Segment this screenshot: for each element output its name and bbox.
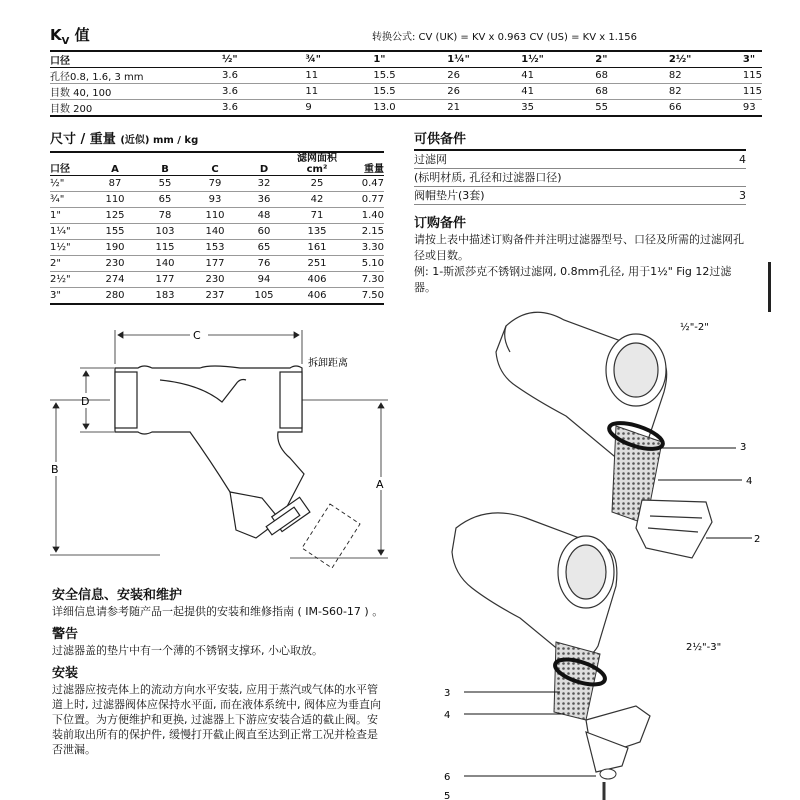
table-cell: 55 [140, 176, 190, 192]
dim-header: 滤网面积 cm² [288, 152, 346, 176]
table-cell: 26 [447, 84, 521, 100]
table-cell: 21 [447, 100, 521, 117]
warning-title: 警告 [52, 627, 79, 642]
safety-section [52, 588, 384, 757]
list-item [414, 187, 746, 205]
spare-number: 4 [739, 153, 746, 166]
table-cell: 1" [50, 208, 90, 224]
table-row [50, 288, 384, 305]
table-cell: 78 [140, 208, 190, 224]
table-row [50, 192, 384, 208]
dim-header-row [50, 152, 384, 176]
label-d: D [81, 395, 90, 408]
table-cell: 3.30 [346, 240, 384, 256]
callout-4: 4 [746, 476, 753, 487]
table-cell: 82 [669, 68, 743, 84]
kv-header: 1" [373, 51, 447, 68]
ordering-title: 订购备件 [414, 216, 467, 231]
table-row [50, 224, 384, 240]
table-cell: 161 [288, 240, 346, 256]
table-cell: 2.15 [346, 224, 384, 240]
table-cell: 1½" [50, 240, 90, 256]
dim-header: C [190, 152, 240, 176]
table-cell: 230 [190, 272, 240, 288]
dim-header: 口径 [50, 152, 90, 176]
safety-title: 安全信息、安装和维护 [52, 588, 183, 603]
table-cell: 68 [595, 68, 669, 84]
dim-header: D [240, 152, 288, 176]
table-cell: 0.77 [346, 192, 384, 208]
table-cell: 1¼" [50, 224, 90, 240]
kv-header: 2½" [669, 51, 743, 68]
table-cell: 135 [288, 224, 346, 240]
spares-section [414, 128, 746, 205]
spare-label: 阀帽垫片(3套) [414, 189, 485, 202]
table-cell: 32 [240, 176, 288, 192]
table-cell: 11 [305, 68, 373, 84]
table-cell: 41 [521, 84, 595, 100]
kv-table [50, 50, 762, 117]
spare-label: 过滤网 [414, 153, 447, 166]
label-b: B [51, 463, 59, 476]
exploded-view [436, 296, 780, 800]
table-cell: 5.10 [346, 256, 384, 272]
page-edge-marker [768, 262, 771, 312]
spare-label: (标明材质, 孔径和过滤器口径) [414, 171, 562, 184]
table-cell: 94 [240, 272, 288, 288]
table-cell: ¾" [50, 192, 90, 208]
callout-5: 5 [444, 791, 451, 800]
table-cell: 105 [240, 288, 288, 305]
table-cell: 11 [305, 84, 373, 100]
kv-header: ½" [222, 51, 305, 68]
dimensions-table [50, 151, 384, 305]
callout-3: 3 [740, 442, 747, 453]
kv-header: 2" [595, 51, 669, 68]
table-cell: 177 [190, 256, 240, 272]
table-row [50, 208, 384, 224]
table-cell: 35 [521, 100, 595, 117]
table-cell: 26 [447, 68, 521, 84]
dimensions-section [50, 128, 384, 305]
table-cell: 406 [288, 272, 346, 288]
table-cell: 68 [595, 84, 669, 100]
table-cell: 目数 40, 100 [50, 84, 222, 100]
table-cell: 82 [669, 84, 743, 100]
table-cell: 87 [90, 176, 140, 192]
kv-header: 口径 [50, 51, 222, 68]
table-cell: 15.5 [373, 84, 447, 100]
conversion-formula: 转换公式: CV (UK) = KV x 0.963 CV (US) = KV x 1.156 [372, 32, 637, 43]
kv-header-row [50, 51, 762, 68]
table-cell: 41 [521, 68, 595, 84]
label-c: C [193, 329, 201, 342]
table-cell: ½" [50, 176, 90, 192]
table-cell: 25 [288, 176, 346, 192]
table-cell: 93 [743, 100, 762, 117]
table-cell: 76 [240, 256, 288, 272]
ordering-text: 请按上表中描述订购备件并注明过滤器型号、口径及所需的过滤网孔径或目数。 [414, 233, 744, 262]
kv-title: $K_V$ 值 [50, 26, 90, 47]
table-cell: 66 [669, 100, 743, 117]
table-cell: 177 [140, 272, 190, 288]
dimensions-title: 尺寸 / 重量 (近似) mm / kg [50, 132, 199, 147]
table-cell: 65 [140, 192, 190, 208]
table-cell: 79 [190, 176, 240, 192]
table-cell: 183 [140, 288, 190, 305]
spare-number: 3 [739, 189, 746, 202]
kv-header: ¾" [305, 51, 373, 68]
table-cell: 140 [140, 256, 190, 272]
table-cell: 3.6 [222, 100, 305, 117]
removal-distance-label: 拆卸距离 [308, 358, 348, 369]
kv-section [50, 24, 762, 117]
table-cell: 2" [50, 256, 90, 272]
install-text: 过滤器应按壳体上的流动方向水平安装, 应用于蒸汽或气体的水平管道上时, 过滤器阀体应保持水平面, 而在液体系统中, 阀体应为垂直向下位置。为方便维护和更换, 过滤器上下游应安装合适的截止阀。安装前取出所有的保护件, 缓慢打开截止阀直至达到正常工况并检查是否泄漏。 [52, 683, 381, 756]
table-cell: 7.30 [346, 272, 384, 288]
table-cell: 1.40 [346, 208, 384, 224]
table-cell: 13.0 [373, 100, 447, 117]
callout-2: 2 [754, 534, 761, 545]
dim-header: 重量 [346, 152, 384, 176]
callout-6: 6 [444, 772, 451, 783]
table-cell: 140 [190, 224, 240, 240]
table-cell: 36 [240, 192, 288, 208]
table-cell: 115 [743, 68, 762, 84]
table-cell: 55 [595, 100, 669, 117]
table-row [50, 272, 384, 288]
table-cell: 155 [90, 224, 140, 240]
table-cell: 15.5 [373, 68, 447, 84]
table-cell: 110 [90, 192, 140, 208]
spares-title: 可供备件 [414, 132, 467, 147]
table-cell: 60 [240, 224, 288, 240]
table-cell: 65 [240, 240, 288, 256]
kv-header: 3" [743, 51, 762, 68]
table-cell: 237 [190, 288, 240, 305]
table-cell: 274 [90, 272, 140, 288]
safety-text: 详细信息请参考随产品一起提供的安装和维修指南 ( IM-S60-17 ) 。 [52, 605, 384, 618]
ordering-example: 例: 1-斯派莎克不锈钢过滤网, 0.8mm孔径, 用于1½" Fig 12过滤器。 [414, 265, 732, 294]
kv-header: 1½" [521, 51, 595, 68]
list-item [414, 149, 746, 169]
table-row [50, 240, 384, 256]
callout-3-lower: 3 [444, 688, 451, 699]
table-cell: 115 [743, 84, 762, 100]
table-cell: 280 [90, 288, 140, 305]
kv-header: 1¼" [447, 51, 521, 68]
table-cell: 110 [190, 208, 240, 224]
table-cell: 42 [288, 192, 346, 208]
table-cell: 2½" [50, 272, 90, 288]
table-cell: 406 [288, 288, 346, 305]
table-cell: 93 [190, 192, 240, 208]
table-row [50, 68, 762, 84]
label-a: A [376, 478, 384, 491]
table-cell: 孔径0.8, 1.6, 3 mm [50, 68, 222, 84]
table-cell: 125 [90, 208, 140, 224]
table-cell: 0.47 [346, 176, 384, 192]
list-item [414, 169, 746, 187]
table-cell: 115 [140, 240, 190, 256]
table-cell: 3.6 [222, 84, 305, 100]
table-cell: 251 [288, 256, 346, 272]
table-cell: 190 [90, 240, 140, 256]
warning-text: 过滤器盖的垫片中有一个薄的不锈钢支撑环, 小心取放。 [52, 644, 323, 657]
table-cell: 103 [140, 224, 190, 240]
table-row [50, 256, 384, 272]
table-cell: 71 [288, 208, 346, 224]
table-row [50, 84, 762, 100]
ordering-section [414, 216, 750, 296]
table-row [50, 100, 762, 117]
table-cell: 230 [90, 256, 140, 272]
callout-4-lower: 4 [444, 710, 451, 721]
dimension-drawing [40, 320, 400, 580]
table-cell: 153 [190, 240, 240, 256]
dim-header: B [140, 152, 190, 176]
table-cell: 3" [50, 288, 90, 305]
table-cell: 目数 200 [50, 100, 222, 117]
size-label-large: 2½"-3" [686, 642, 722, 653]
size-label-small: ½"-2" [680, 322, 709, 333]
table-cell: 9 [305, 100, 373, 117]
dim-header: A [90, 152, 140, 176]
table-row [50, 176, 384, 192]
table-cell: 7.50 [346, 288, 384, 305]
table-cell: 3.6 [222, 68, 305, 84]
install-title: 安装 [52, 666, 79, 681]
table-cell: 48 [240, 208, 288, 224]
